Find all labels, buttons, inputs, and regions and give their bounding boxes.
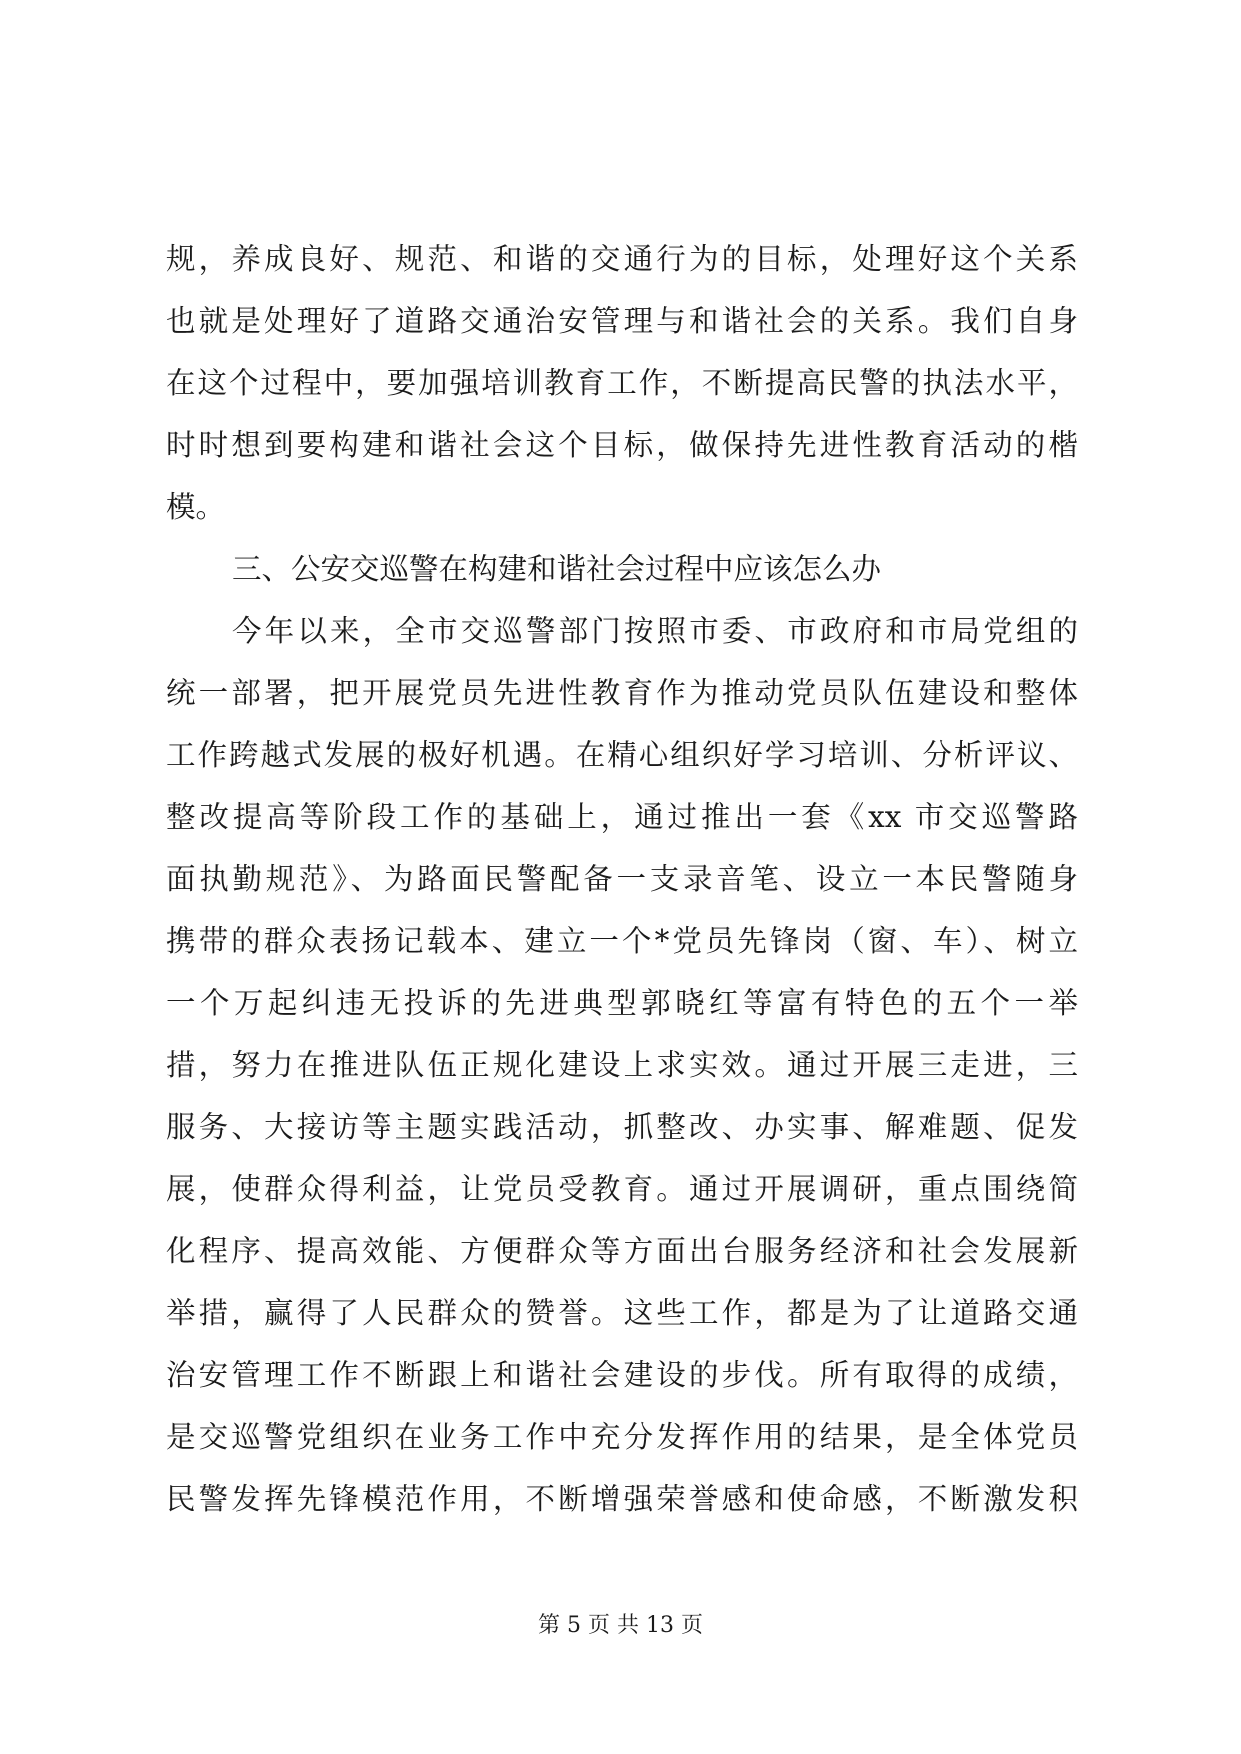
- heading-text: 三、公安交巡警在构建和谐社会过程中应该怎么办: [232, 552, 882, 586]
- text-line: 工作跨越式发展的极好机遇。在精心组织好学习培训、分析评议、: [166, 738, 1078, 772]
- paragraph-continuation: [166, 228, 1078, 538]
- text-line: 一个万起纠违无投诉的先进典型郭晓红等富有特色的五个一举: [166, 986, 1078, 1020]
- text-line: 面执勤规范》、为路面民警配备一支录音笔、设立一本民警随身: [166, 862, 1078, 896]
- text-line: 化程序、提高效能、方便群众等方面出台服务经济和社会发展新: [166, 1234, 1078, 1268]
- text-line: 服务、大接访等主题实践活动，抓整改、办实事、解难题、促发: [166, 1110, 1078, 1144]
- text-line: 措，努力在推进队伍正规化建设上求实效。通过开展三走进，三: [166, 1048, 1078, 1082]
- text-line: 今年以来，全市交巡警部门按照市委、市政府和市局党组的: [232, 614, 1078, 648]
- text-line: 规，养成良好、规范、和谐的交通行为的目标，处理好这个关系: [166, 242, 1078, 276]
- page-number-footer: 第 5 页 共 13 页: [538, 1613, 703, 1638]
- text-line: 在这个过程中，要加强培训教育工作，不断提高民警的执法水平，: [166, 366, 1078, 400]
- text-line: 整改提高等阶段工作的基础上，通过推出一套《xx 市交巡警路: [166, 800, 1078, 834]
- document-body: [166, 228, 1078, 1530]
- text-line: 模。: [166, 490, 226, 524]
- text-line: 是交巡警党组织在业务工作中充分发挥作用的结果，是全体党员: [166, 1420, 1078, 1454]
- text-line: 治安管理工作不断跟上和谐社会建设的步伐。所有取得的成绩，: [166, 1358, 1078, 1392]
- text-line: 举措，赢得了人民群众的赞誉。这些工作，都是为了让道路交通: [166, 1296, 1078, 1330]
- text-line: 携带的群众表扬记载本、建立一个*党员先锋岗（窗、车）、树立: [166, 924, 1078, 958]
- text-line: 统一部署，把开展党员先进性教育作为推动党员队伍建设和整体: [166, 676, 1078, 710]
- section-heading: [166, 538, 1078, 600]
- text-line: 民警发挥先锋模范作用，不断增强荣誉感和使命感，不断激发积: [166, 1482, 1078, 1516]
- paragraph-body: [166, 600, 1078, 1530]
- text-line: 展，使群众得利益，让党员受教育。通过开展调研，重点围绕简: [166, 1172, 1078, 1206]
- text-line: 也就是处理好了道路交通治安管理与和谐社会的关系。我们自身: [166, 304, 1078, 338]
- text-line: 时时想到要构建和谐社会这个目标，做保持先进性教育活动的楷: [166, 428, 1078, 462]
